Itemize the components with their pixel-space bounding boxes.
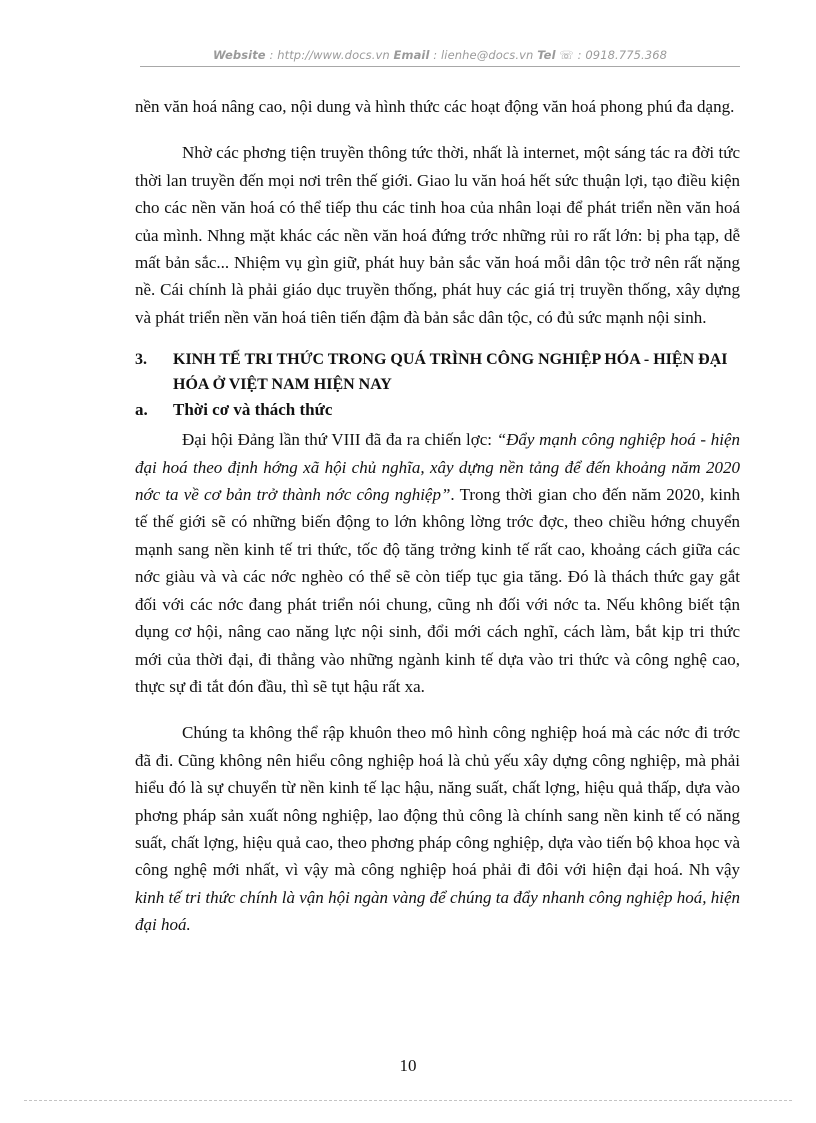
section-title: KINH TẾ TRI THỨC TRONG QUÁ TRÌNH CÔNG NGHIỆP HÓA - HIỆN ĐẠI HÓA Ở VIỆT NAM HIỆN NAY [173, 351, 728, 394]
website-url: : http://www.docs.vn [269, 48, 390, 62]
paragraph-4-emphasis: kinh tế tri thức chính là vận hội ngàn vàng để chúng ta đẩy nhanh công nghiệp hoá, hiện đại hoá. [135, 887, 740, 935]
paragraph-4-lead: Chúng ta không thể rập khuôn theo mô hình công nghiệp hoá mà các nớc đi trớc đã đi. Cũng không nên hiểu công nghiệp hoá là chủ yếu xây dựng công nghiệp, mà phải hiểu đó là sự chuyển từ nền kinh tế lạc hậu, năng suất, chất lợng, hiệu quả thấp, dựa vào phơng pháp sản xuất nông nghiệp, lao động thủ công là chính sang nền kinh tế có năng suất, chất lợng, hiệu quả cao, theo phơng pháp công nghiệp, dựa vào tiến bộ khoa học và công nghệ mới nhất, vì vậy mà công nghiệp hoá phải đi đôi với hiện đại hoá. Nh vậy [135, 723, 740, 880]
website-label: Website [212, 48, 266, 62]
section-heading [135, 347, 740, 397]
email-label: Email [393, 48, 430, 62]
header-rule [140, 66, 740, 67]
phone-icon: ☏ [559, 48, 574, 62]
section-number: 3. [135, 351, 147, 369]
tel-label: Tel [537, 48, 556, 62]
paragraph-4 [135, 719, 740, 938]
subsection-heading [135, 397, 740, 422]
page-number: 10 [399, 1056, 417, 1075]
paragraph-3 [135, 426, 740, 700]
strategy-quote: “Đẩy mạnh công nghiệp hoá - hiện đại hoá theo định hớng xã hội chủ nghĩa, xây dựng nền tảng để đến khoảng năm 2020 nớc ta về cơ bản trở thành nớc công nghiệp” [135, 430, 740, 505]
subsection-title: Thời cơ và thách thức [173, 400, 333, 420]
tel-number: : 0918.775.368 [577, 48, 668, 62]
email-address: : lienhe@docs.vn [433, 48, 534, 62]
page-header [140, 48, 740, 62]
document-body [135, 93, 740, 939]
footer-rule [24, 1100, 792, 1101]
paragraph-1: nền văn hoá nâng cao, nội dung và hình thức các hoạt động văn hoá phong phú đa dạng. [135, 97, 735, 116]
subsection-number: a. [135, 400, 148, 420]
paragraph-3-lead: Đại hội Đảng lần thứ VIII đã đa ra chiến lợc: [182, 430, 497, 450]
paragraph-3-rest: . Trong thời gian cho đến năm 2020, kinh tế thế giới sẽ có những biến động to lớn không lờng trớc đợc, theo chiều hớng chuyển mạnh sang nền kinh tế tri thức, tốc độ tăng trởng kinh tế rất cao, khoảng cách giữa các nớc giàu và và các nớc nghèo có thể sẽ còn tiếp tục gia tăng. Đó là thách thức gay gắt đối với các nớc đang phát triển nói chung, cũng nh đối với nớc ta. Nếu không biết tận dụng cơ hội, nâng cao năng lực nội sinh, đổi mới cách nghĩ, cách làm, bắt kịp tri thức mới của thời đại, đi thẳng vào những ngành kinh tế dựa vào tri thức và công nghệ cao, thực sự đi tắt đón đầu, thì sẽ tụt hậu rất xa. [135, 485, 740, 696]
paragraph-2: Nhờ các phơng tiện truyền thông tức thời, nhất là internet, một sáng tác ra đời tức thời lan truyền đến mọi nơi trên thế giới. Giao lu văn hoá hết sức thuận lợi, tạo điều kiện cho các nền văn hoá có thể tiếp thu các tinh hoa của nhân loại để phát triển nền văn hoá của mình. Nhng mặt khác các nền văn hoá đứng trớc những rủi ro rất lớn: bị pha tạp, dễ mất bản sắc... Nhiệm vụ gìn giữ, phát huy bản sắc văn hoá mỗi dân tộc trở nên rất nặng nề. Cái chính là phải giáo dục truyền thống, phát huy các giá trị truyền thống, xây dựng và phát triển nền văn hoá tiên tiến đậm đà bản sắc dân tộc, có đủ sức mạnh nội sinh. [135, 143, 740, 327]
